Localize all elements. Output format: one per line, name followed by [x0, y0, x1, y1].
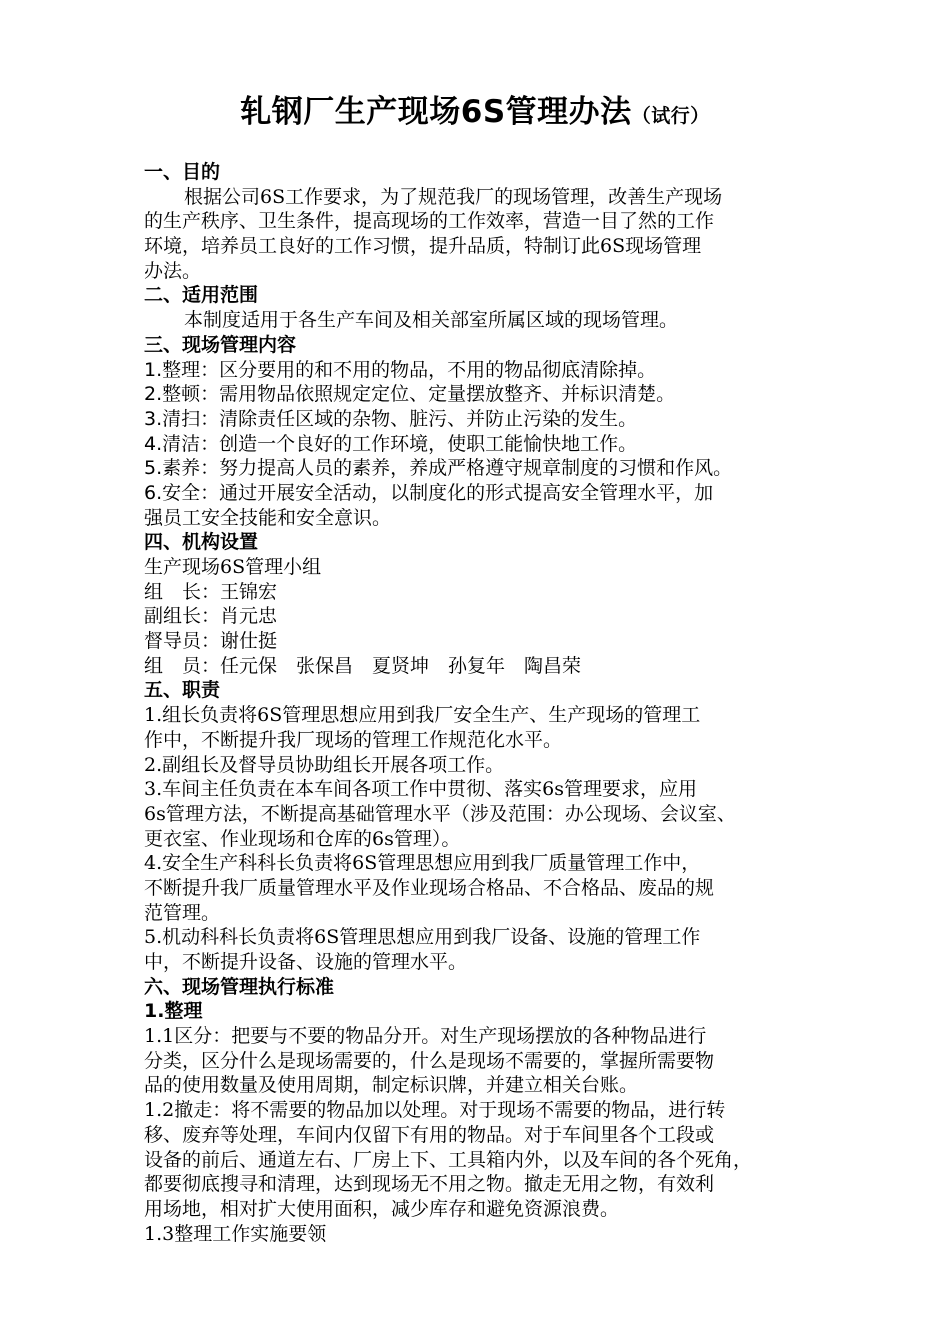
paragraph-line: 更衣室、作业现场和仓库的6s管理）。	[144, 827, 461, 850]
paragraph-line: 中，不断提升设备、设施的管理水平。	[144, 951, 468, 973]
list-item	[144, 407, 814, 432]
paragraph-line: 本制度适用于各生产车间及相关部室所属区域的现场管理。	[184, 309, 679, 332]
item-label: 6.安全：	[144, 481, 220, 504]
section-heading-scope: 二、适用范围	[144, 284, 259, 307]
list-item	[144, 358, 814, 383]
paragraph-line: 用场地，相对扩大使用面积，减少库存和避免资源浪费。	[144, 1197, 620, 1220]
item-text: 需用物品依照规定定位、定量摆放整齐、并标识清楚。	[219, 383, 676, 406]
paragraph-line: 5.机动科科长负责将6S管理思想应用到我厂设备、设施的管理工作	[144, 926, 701, 949]
section-heading-purpose: 一、目的	[144, 161, 221, 183]
item-text: 创造一个良好的工作环境，使职工能愉快地工作。	[219, 432, 638, 455]
paragraph-line: 1.3整理工作实施要领	[144, 1222, 327, 1245]
paragraph-line: 分类，区分什么是现场需要的，什么是现场不需要的，掌握所需要物	[144, 1049, 715, 1072]
paragraph-line: 1.1区分：把要与不要的物品分开。对生产现场摆放的各种物品进行	[144, 1025, 707, 1048]
item-text: 通过开展安全活动，以制度化的形式提高安全管理水平，加	[219, 481, 714, 504]
title-main: 轧钢厂生产现场6S管理办法	[240, 94, 632, 130]
org-line: 组 长：王锦宏	[144, 580, 278, 603]
paragraph-line: 移、废弃等处理，车间内仅留下有用的物品。对于车间里各个工段或	[144, 1123, 715, 1146]
subsection-heading: 1.整理	[144, 1000, 203, 1023]
paragraph-line: 根据公司6S工作要求，为了规范我厂的现场管理，改善生产现场	[184, 185, 723, 208]
paragraph-line: 范管理。	[144, 901, 221, 924]
item-label: 5.素养：	[144, 457, 220, 480]
document-body	[144, 160, 814, 1246]
list-item	[144, 432, 814, 457]
item-label: 4.清洁：	[144, 432, 220, 455]
item-label: 2.整顿：	[144, 383, 220, 406]
paragraph-line: 环境，培养员工良好的工作习惯，提升品质，特制订此6S现场管理	[144, 235, 702, 258]
section-heading-standards: 六、现场管理执行标准	[144, 975, 335, 998]
org-line: 组 员：任元保 张保昌 夏贤坤 孙复年 陶昌荣	[144, 654, 582, 677]
list-item	[144, 382, 814, 407]
paragraph-line: 设备的前后、通道左右、厂房上下、工具箱内外，以及车间的各个死角，	[144, 1148, 753, 1171]
list-item	[144, 481, 814, 506]
paragraph-line: 2.副组长及督导员协助组长开展各项工作。	[144, 753, 505, 776]
section-heading-duties: 五、职责	[144, 679, 221, 702]
paragraph-line: 3.车间主任负责在本车间各项工作中贯彻、落实6s管理要求，应用	[144, 778, 697, 801]
title-suffix: （试行）	[631, 105, 710, 127]
item-text: 区分要用的和不用的物品，不用的物品彻底清除掉。	[219, 358, 657, 381]
item-label: 1.整理：	[144, 358, 220, 381]
paragraph-line: 都要彻底搜寻和清理，达到现场无不用之物。撤走无用之物，有效利	[144, 1173, 715, 1196]
section-heading-content: 三、现场管理内容	[144, 333, 297, 356]
org-line: 副组长：肖元忠	[144, 605, 278, 628]
list-item	[144, 456, 814, 481]
item-text: 清除责任区域的杂物、脏污、并防止污染的发生。	[219, 407, 638, 430]
document-title	[0, 90, 950, 138]
paragraph-line: 作中，不断提升我厂现场的管理工作规范化水平。	[144, 728, 563, 751]
item-text: 努力提高人员的素养，养成严格遵守规章制度的习惯和作风。	[219, 457, 733, 480]
paragraph-line: 强员工安全技能和安全意识。	[144, 506, 392, 529]
paragraph-line: 办法。	[144, 259, 202, 282]
section-heading-organization: 四、机构设置	[144, 531, 259, 554]
paragraph-line: 品的使用数量及使用周期，制定标识牌，并建立相关台账。	[144, 1074, 639, 1097]
paragraph-line: 的生产秩序、卫生条件，提高现场的工作效率，营造一目了然的工作	[144, 210, 715, 233]
paragraph-line: 1.组长负责将6S管理思想应用到我厂安全生产、生产现场的管理工	[144, 704, 701, 727]
paragraph-line: 1.2撤走：将不需要的物品加以处理。对于现场不需要的物品，进行转	[144, 1099, 726, 1122]
item-label: 3.清扫：	[144, 407, 220, 430]
paragraph-line: 不断提升我厂质量管理水平及作业现场合格品、不合格品、废品的规	[144, 876, 715, 899]
org-line: 生产现场6S管理小组	[144, 556, 322, 578]
org-line: 督导员：谢仕挺	[144, 630, 278, 653]
paragraph-line: 6s管理方法，不断提高基础管理水平（涉及范围：办公现场、会议室、	[144, 802, 736, 825]
paragraph-line: 4.安全生产科科长负责将6S管理思想应用到我厂质量管理工作中，	[144, 852, 701, 875]
